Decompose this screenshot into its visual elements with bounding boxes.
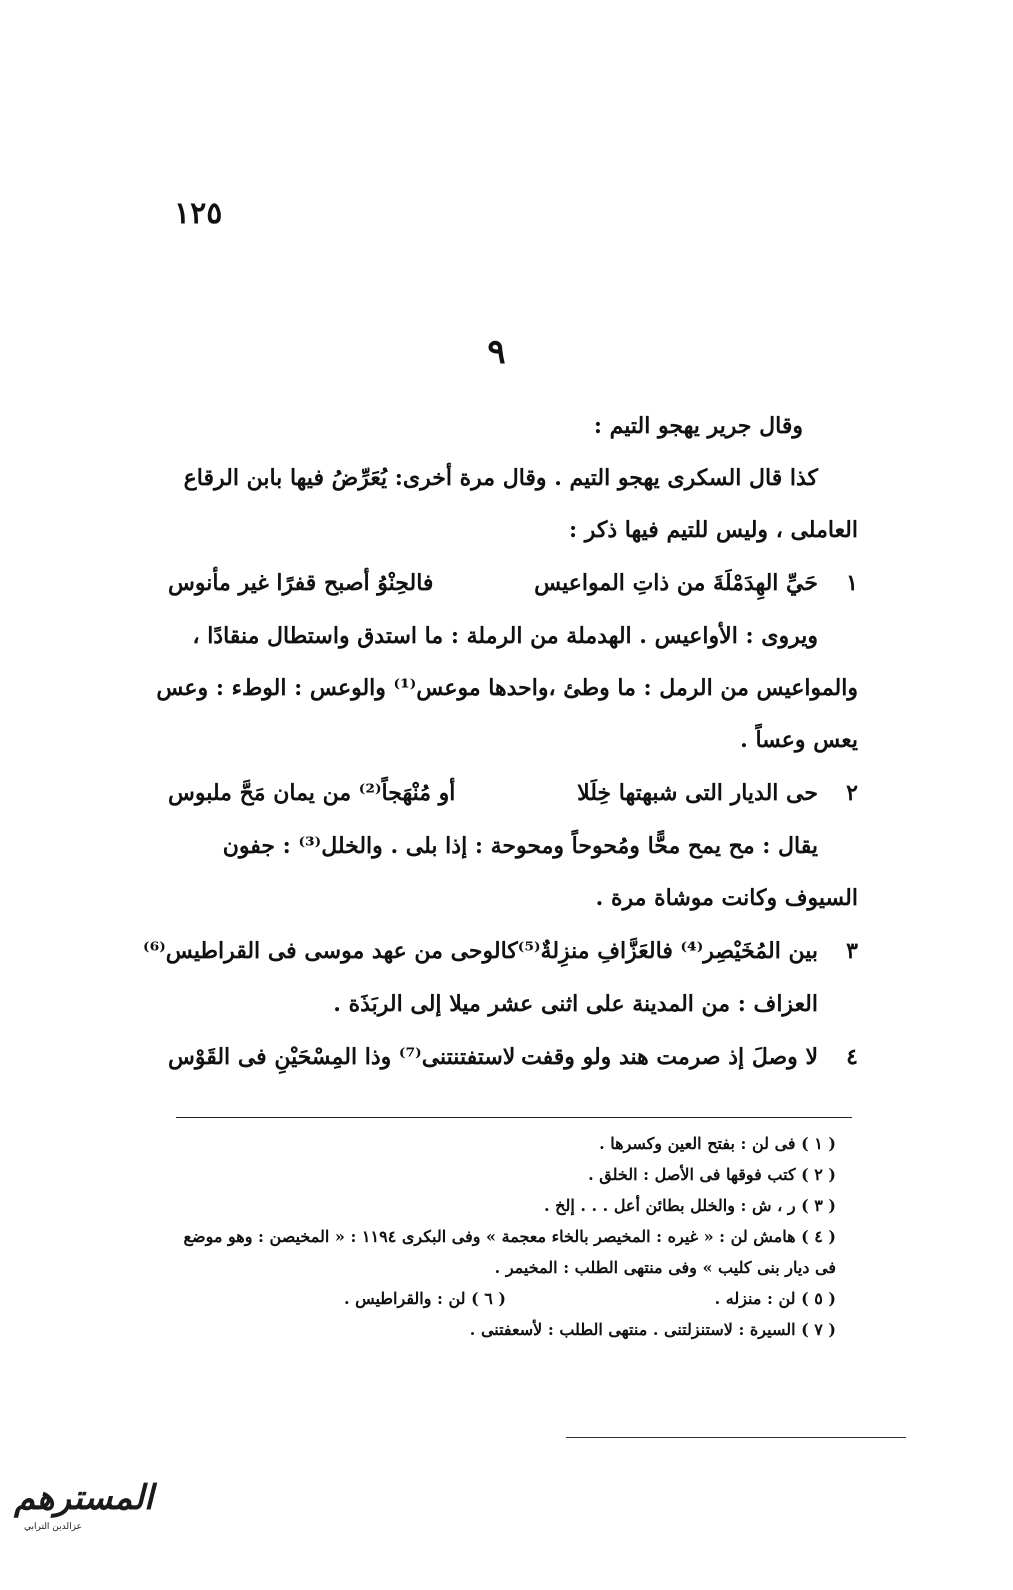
commentary-line: ويروى : الأواعيس . الهدملة من الرملة : ما استدق واستطال منقادًا ، [192, 623, 818, 649]
footnote: ( ٥ ) لن : منزله . [714, 1289, 836, 1308]
commentary-line: يقال : مح يمح محًّا ومُحوحاً ومحوحة : إذا بلى . والخلل⁽³⁾ : جفون [222, 833, 818, 859]
footnote: ( ١ ) فى لن : بفتح العين وكسرها . [599, 1134, 836, 1153]
verse-second-hemistich: لاستفتنتنى⁽⁷⁾ وذا المِسْحَيْنِ فى القَوْس [168, 1044, 516, 1070]
verse-second-hemistich: فالحِنْوُ أصبح قفرًا غير مأنوس [168, 570, 434, 596]
footnote-continuation: فى ديار بنى كليب » وفى منتهى الطلب : المخيمر . [494, 1258, 836, 1277]
verse-number: ١ [846, 570, 858, 596]
footnote: ( ٦ ) لن : والقراطيس . [343, 1289, 506, 1308]
verse [168, 1030, 858, 1084]
intro-line: كذا قال السكرى يهجو التيم . وقال مرة أخرى: يُعَرِّضُ فيها بابن الرقاع [183, 465, 818, 491]
verse [168, 766, 858, 820]
stamp-caption: عزالدين الترابي [24, 1522, 82, 1532]
main-text [143, 400, 858, 1084]
commentary-line: يعس وعساً . [740, 727, 858, 753]
verse-second-hemistich: أو مُنْهَجاً⁽²⁾ من يمان مَحَّ ملبوس [168, 780, 456, 806]
verse [168, 556, 858, 610]
stamp-signature: المسترهم [14, 1478, 154, 1518]
verse-first-hemistich: لا وصلَ إذ صرمت هند ولو وقفت [521, 1044, 818, 1070]
footnote-pair [176, 1283, 836, 1314]
verse-number: ٢ [846, 780, 858, 806]
verse-number: ٤ [846, 1044, 858, 1070]
footnote: ( ٣ ) ر ، ش : والخلل بطائن أعل . . . إلخ . [544, 1196, 836, 1215]
commentary-line: العزاف : من المدينة على اثنى عشر ميلا إلى الربَذَة . [333, 991, 818, 1017]
verse-first-hemistich: بين المُخَيْصِر⁽⁴⁾ فالعَزَّافِ منزِلةٌ⁽⁵⁾ [517, 938, 818, 964]
library-stamp [6, 1470, 154, 1550]
verse-number: ٣ [846, 938, 858, 964]
commentary-line: والمواعيس من الرمل : ما وطئ ،واحدها موعس⁽¹⁾ والوعس : الوطء : وعس [156, 675, 858, 701]
footnotes [176, 1128, 836, 1345]
section-number: ٩ [487, 332, 506, 372]
footnote: ( ٢ ) كتب فوقها فى الأصل : الخلق . [588, 1165, 836, 1184]
footnote-divider [176, 1117, 852, 1118]
footnote: ( ٤ ) هامش لن : « غيره : المخيصر بالخاء معجمة » وفى البكرى ١١٩٤ : « المخيصن : وهو موضع [183, 1227, 836, 1246]
commentary-line: السيوف وكانت موشاة مرة . [595, 885, 858, 911]
verse-first-hemistich: حَيِّ الهِدَمْلَةَ من ذاتِ المواعيس [534, 570, 818, 596]
page-number: ١٢٥ [174, 196, 223, 231]
verse-first-hemistich: حى الديار التى شبهتها خِلَلا [577, 780, 818, 806]
intro-line: العاملى ، وليس للتيم فيها ذكر : [568, 517, 858, 543]
verse [143, 924, 858, 978]
footnote: ( ٧ ) السيرة : لاستنزلتنى . منتهى الطلب : لأسعفتنى . [469, 1320, 836, 1339]
verse-second-hemistich: كالوحى من عهد موسى فى القراطيس⁽⁶⁾ [143, 938, 518, 964]
intro-heading: وقال جرير يهجو التيم : [593, 413, 803, 439]
bottom-rule [566, 1437, 906, 1438]
